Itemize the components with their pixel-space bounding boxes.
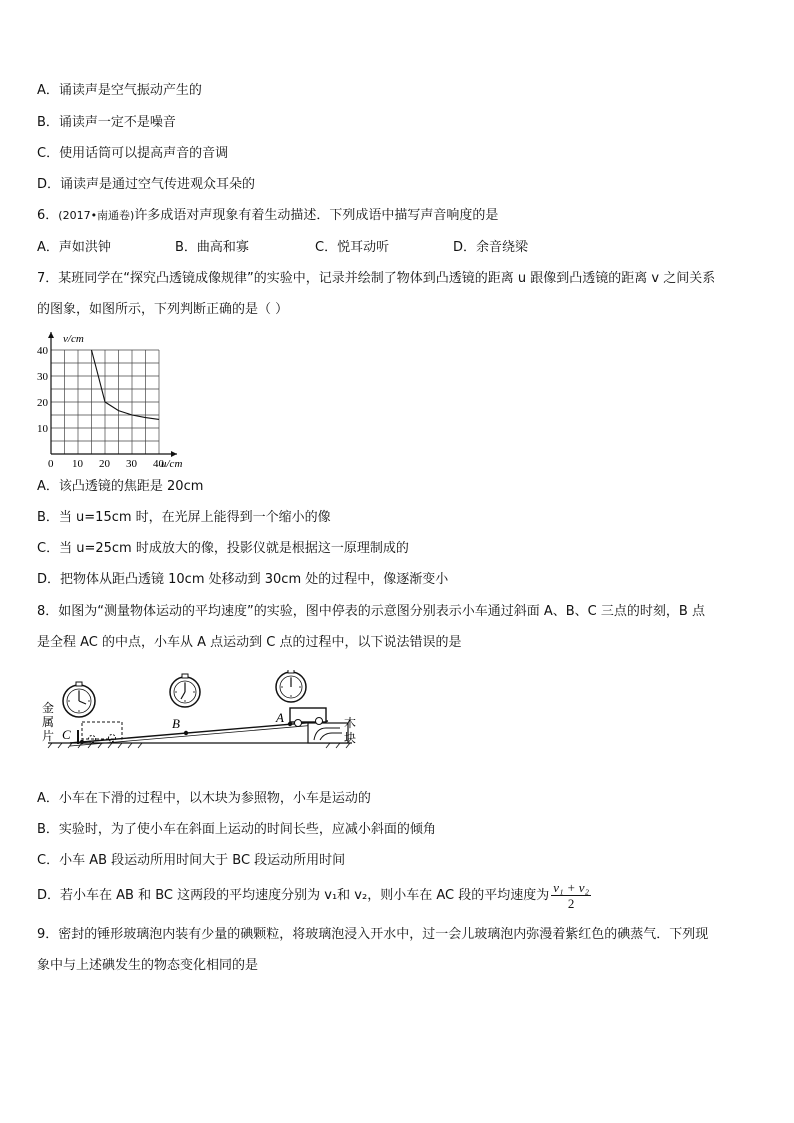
y-axis-label: v/cm xyxy=(63,333,84,345)
y-tick-label: 30 xyxy=(37,371,48,383)
y-axis-arrow xyxy=(48,332,54,338)
uv-graph xyxy=(34,328,204,476)
metal-piece-label-1: 金 xyxy=(42,701,55,715)
fraction-denominator: 2 xyxy=(567,896,575,911)
q8-option-d xyxy=(37,880,591,911)
q6-option-d: D．余音绕梁 xyxy=(453,240,529,255)
q5-option-a: A．诵读声是空气振动产生的 xyxy=(37,83,202,98)
q6-number: 6． xyxy=(37,208,59,223)
metal-piece-label-3: 片 xyxy=(42,729,55,743)
wood-block-label-1: 木 xyxy=(344,716,357,730)
q7-option-a: A．该凸透镜的焦距是 20cm xyxy=(37,479,204,494)
point-c-label: C xyxy=(62,727,71,742)
x-tick-label: 20 xyxy=(99,458,110,470)
y-tick-label: 20 xyxy=(37,397,48,409)
q8-option-b: B．实验时，为了使小车在斜面上运动的时间长些，应减小斜面的倾角 xyxy=(37,822,436,837)
q5-option-c: C．使用话筒可以提高声音的音调 xyxy=(37,146,229,161)
q9-stem-line2: 象中与上述碘发生的物态变化相同的是 xyxy=(37,958,259,973)
q7-option-b: B．当 u=15cm 时，在光屏上能得到一个缩小的像 xyxy=(37,510,331,525)
point-a-label: A xyxy=(276,710,284,725)
q5-option-b: B．诵读声一定不是噪音 xyxy=(37,115,176,130)
q8-option-c: C．小车 AB 段运动所用时间大于 BC 段运动所用时间 xyxy=(37,853,346,868)
q7-stem-line1: 7．某班同学在“探究凸透镜成像规律”的实验中，记录并绘制了物体到凸透镜的距离 u 跟像到凸透镜的距离 v 之间关系 xyxy=(37,271,716,286)
q6-source: (2017•南通卷) xyxy=(58,209,135,222)
q6-stem-text: 许多成语对声现象有着生动描述．下列成语中描写声音响度的是 xyxy=(134,208,499,223)
q6-options xyxy=(37,239,528,257)
metal-piece-label-2: 属 xyxy=(42,715,55,729)
q7-stem-line2: 的图象，如图所示，下列判断正确的是（ ） xyxy=(37,302,289,317)
q6-stem xyxy=(37,207,498,225)
x-tick-label: 30 xyxy=(126,458,137,470)
x-tick-label: 10 xyxy=(72,458,83,470)
q9-stem-line1: 9．密封的锤形玻璃泡内装有少量的碘颗粒，将玻璃泡浸入开水中，过一会儿玻璃泡内弥漫着紫红色的碘蒸气．下列现 xyxy=(37,927,709,942)
y-tick-label: 10 xyxy=(37,423,48,435)
curve-series xyxy=(92,350,160,419)
x-tick-label: 0 xyxy=(48,458,54,470)
q8-stem-line2: 是全程 AC 的中点，小车从 A 点运动到 C 点的过程中，以下说法错误的是 xyxy=(37,635,462,650)
q8-option-d-text: D．若小车在 AB 和 BC 这两段的平均速度分别为 v₁和 v₂，则小车在 AC 段的平均速度为 xyxy=(37,888,550,903)
x-axis-arrow xyxy=(171,451,177,457)
y-tick-label: 40 xyxy=(37,345,48,357)
q6-option-b: B．曲高和寡 xyxy=(175,240,249,255)
incline-figure xyxy=(40,670,370,752)
q6-option-a: A．声如洪钟 xyxy=(37,240,111,255)
x-tick-label: 40 xyxy=(153,458,164,470)
q8-stem-line1: 8．如图为“测量物体运动的平均速度”的实验，图中停表的示意图分别表示小车通过斜面 A、B、C 三点的时刻，B 点 xyxy=(37,604,705,619)
wood-block-label-2: 块 xyxy=(344,731,357,745)
point-b-label: B xyxy=(172,716,180,731)
q8-option-a: A．小车在下滑的过程中，以木块为参照物，小车是运动的 xyxy=(37,791,371,806)
q6-option-c: C．悦耳动听 xyxy=(315,240,390,255)
fraction-numerator: v₁ + v₂ xyxy=(553,880,590,895)
q7-option-c: C．当 u=25cm 时成放大的像，投影仪就是根据这一原理制成的 xyxy=(37,541,409,556)
q7-option-d: D．把物体从距凸透镜 10cm 处移动到 30cm 处的过程中，像逐渐变小 xyxy=(37,572,449,587)
q5-option-d: D．诵读声是通过空气传进观众耳朵的 xyxy=(37,177,256,192)
average-speed-fraction xyxy=(551,880,591,911)
x-axis-label: u/cm xyxy=(161,458,183,470)
